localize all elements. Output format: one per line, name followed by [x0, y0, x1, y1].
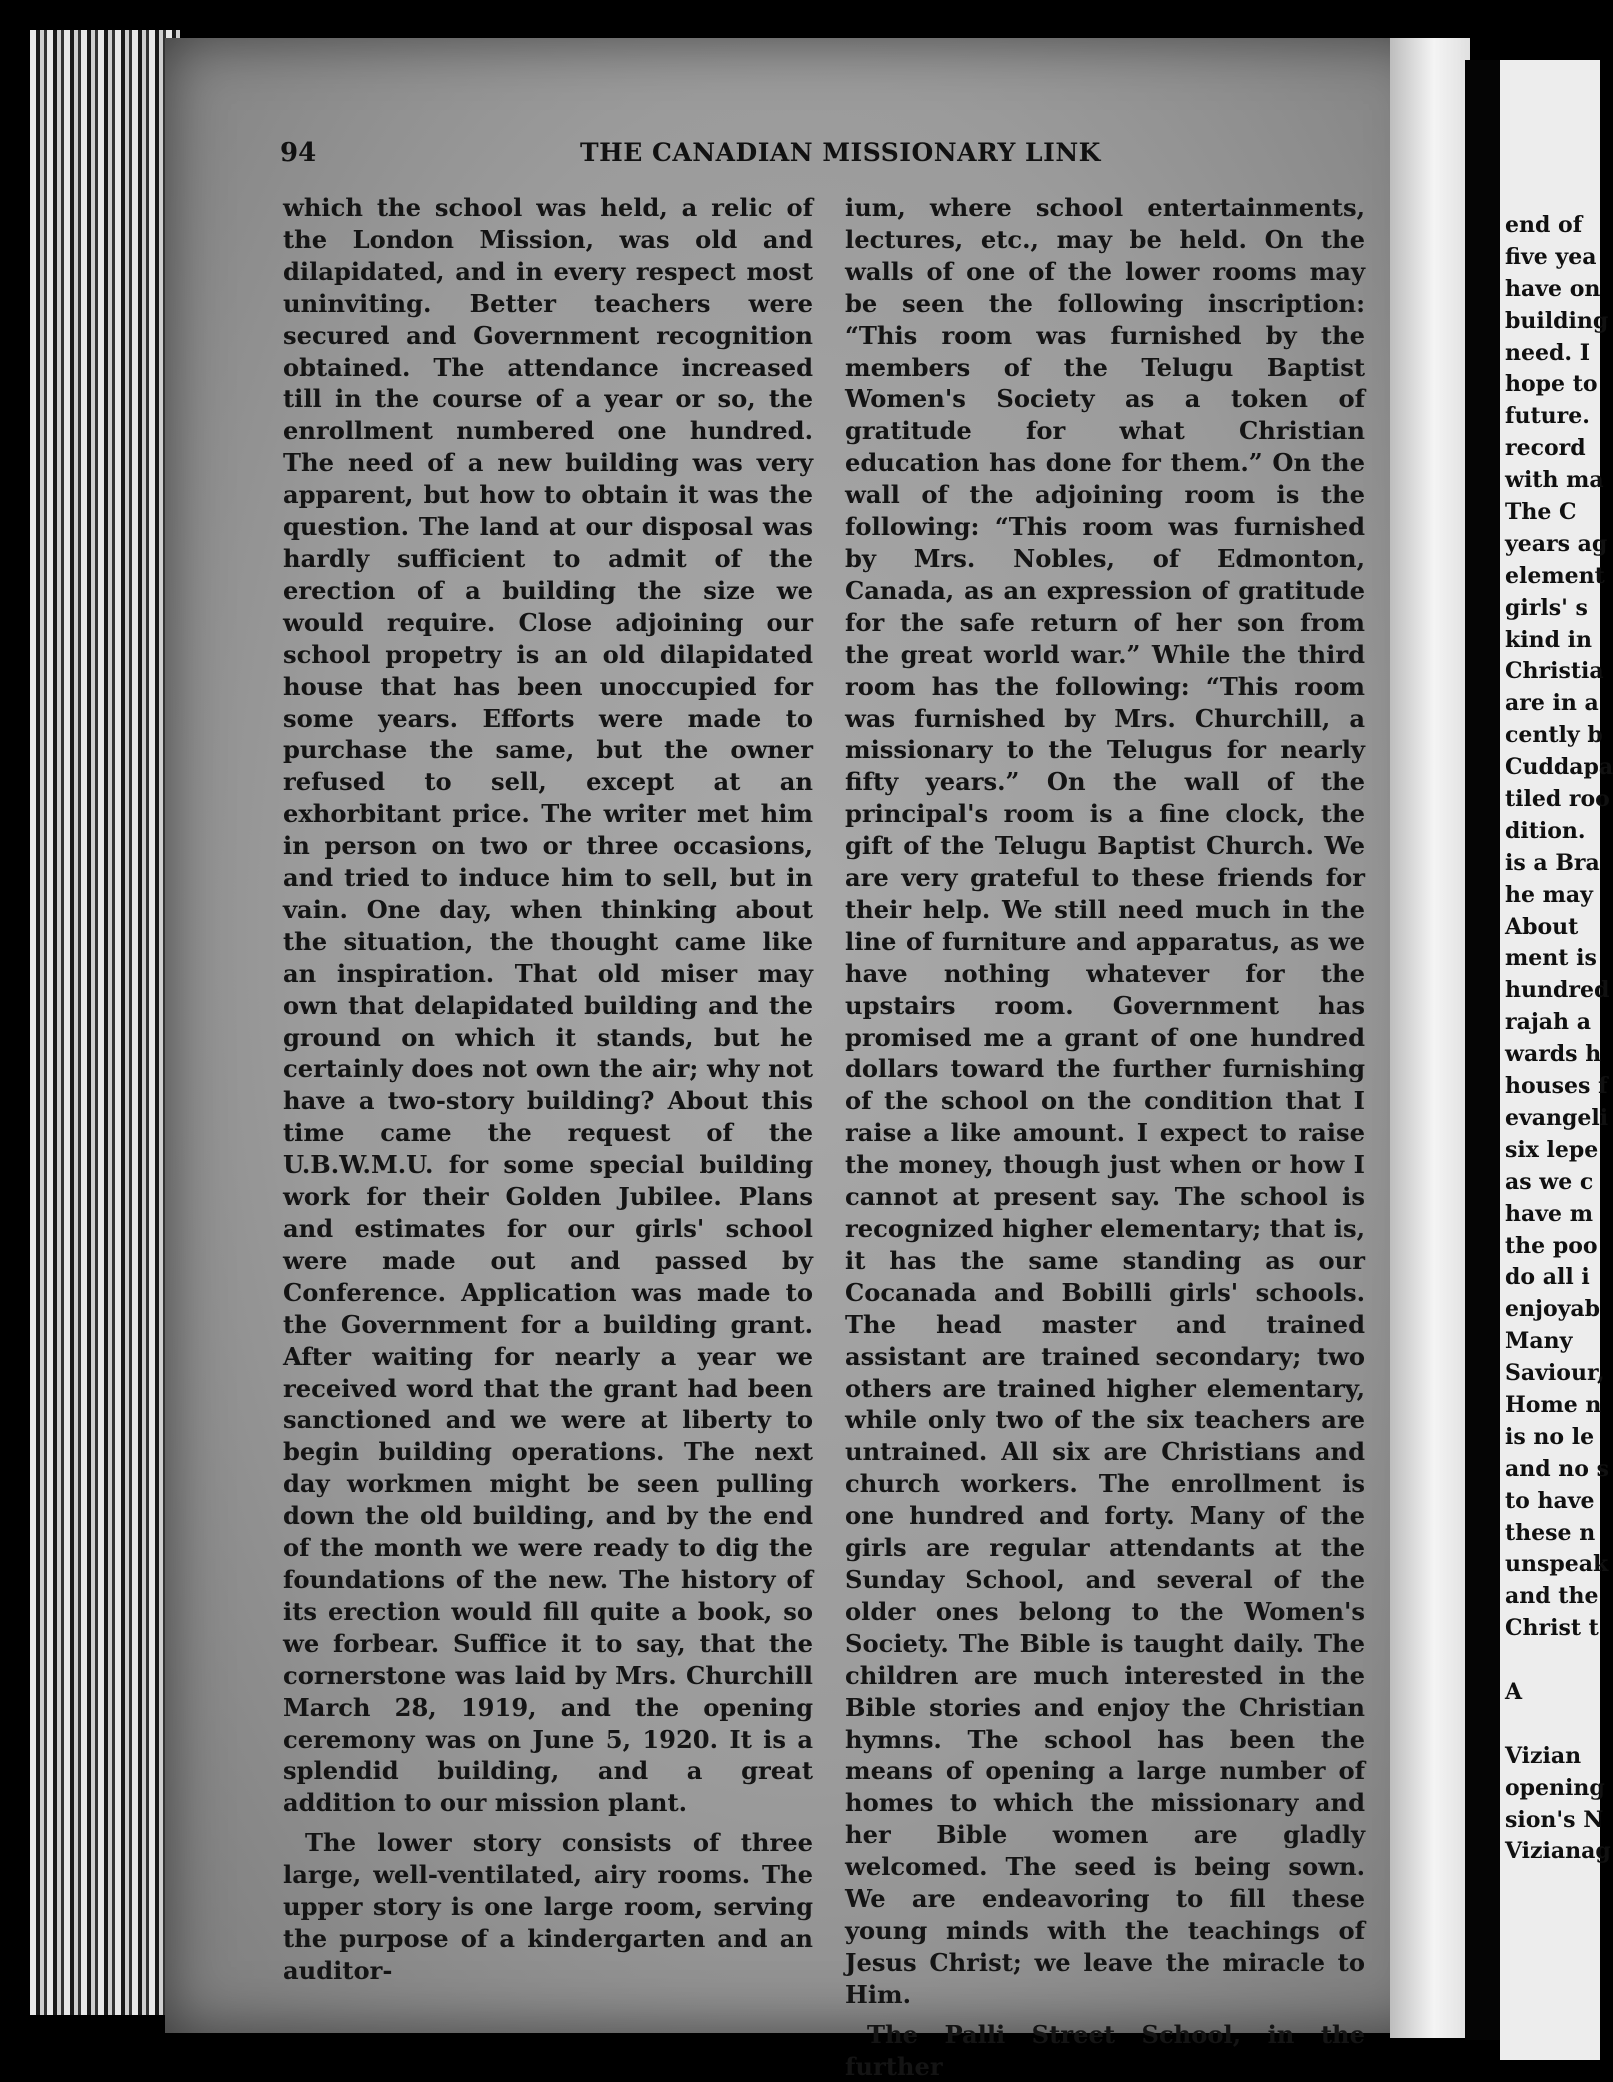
page-gutter	[1390, 38, 1470, 2038]
adjacent-page-line: and no s	[1505, 1455, 1610, 1482]
adjacent-page-line: have m	[1505, 1200, 1593, 1227]
adjacent-page-line: sion's N	[1505, 1806, 1604, 1833]
adjacent-page-line: About	[1505, 913, 1579, 940]
book-spine	[1465, 60, 1503, 2040]
adjacent-page-line: record	[1505, 435, 1586, 462]
adjacent-page-line: Cuddapa	[1505, 754, 1613, 781]
left-paragraph-2: The lower story consists of three large, well-ventilated, airy rooms. The upper story is one large room, serving the purpose of a kindergarten and an auditor-	[283, 1828, 813, 1985]
adjacent-page-line	[1505, 1645, 1605, 1677]
adjacent-page-line: hundred	[1505, 977, 1610, 1004]
adjacent-page-line: do all i	[1505, 1264, 1590, 1291]
adjacent-page-line: building	[1505, 307, 1609, 334]
adjacent-page-line: houses f	[1505, 1073, 1608, 1100]
book-page-edges	[30, 30, 180, 2015]
left-column	[283, 192, 813, 1985]
adjacent-page-line: The C	[1505, 499, 1577, 526]
adjacent-page-line: are in a	[1505, 690, 1599, 717]
adjacent-page-line: Saviour,	[1505, 1360, 1605, 1387]
adjacent-page-line: Christia	[1505, 658, 1604, 685]
adjacent-page-line: wards h	[1505, 1041, 1602, 1068]
adjacent-page-line: ment is	[1505, 945, 1597, 972]
adjacent-page-line: and the	[1505, 1583, 1599, 1610]
right-paragraph-2: The Palli Street School, in the further	[845, 2019, 1365, 2081]
adjacent-page-line: six lepe	[1505, 1136, 1599, 1163]
adjacent-page-line: Vizianag	[1505, 1838, 1611, 1865]
adjacent-page-line: element	[1505, 562, 1605, 589]
adjacent-page-line: evangeli	[1505, 1104, 1609, 1131]
adjacent-page-line	[1505, 1709, 1605, 1741]
adjacent-page-line: need. I	[1505, 339, 1590, 366]
left-paragraph-1: which the school was held, a relic of the London Mission, was old and dilapidated, and in every respect most uninviting. Better teachers were secured and Government recognition obtained. The attendance increased till in the course of a year or so, the enrollment numbered one hundred. The need of a new building was very apparent, but how to obtain it was the question. The land at our disposal was hardly sufficient to admit of the erection of a building the size we would require. Close adjoining our school propetry is an old dilapidated house that has been unoccupied for some years. Efforts were made to purchase the same, but the owner refused to sell, except at an exhorbitant price. The writer met him in person on two or three occasions, and tried to induce him to sell, but in vain. One day, when thinking about the situation, the thought came like an inspiration. That old miser may own that delapidated building and the ground on which it stands, but he certainly does not own the air; why not have a two-story building? About this time came the request of the U.B.W.M.U. for some special building work for their Golden Jubilee. Plans and estimates for our girls' school were made out and passed by Conference. Application was made to the Government for a building grant. After waiting for nearly a year we received word that the grant had been sanctioned and we were at liberty to begin building operations. The next day workmen might be seen pulling down the old building, and by the end of the month we were ready to dig the foundations of the new. The history of its erection would fill quite a book, so we forbear. Suffice it to say, that the cornerstone was laid by Mrs. Churchill March 28, 1919, and the opening ceremony was on June 5, 1920. It is a splendid building, and a great addition to our mission plant.	[283, 193, 813, 1818]
adjacent-page-line: future.	[1505, 403, 1590, 430]
adjacent-page-line: to have	[1505, 1487, 1595, 1514]
adjacent-page-line: Many	[1505, 1328, 1573, 1355]
adjacent-page-line: Home n	[1505, 1391, 1602, 1418]
adjacent-page-line: hope to	[1505, 371, 1598, 398]
adjacent-page-line: kind in	[1505, 626, 1592, 653]
adjacent-page-line: these n	[1505, 1519, 1596, 1546]
adjacent-page-line: Vizian	[1505, 1742, 1582, 1769]
adjacent-page-line: five yea	[1505, 243, 1597, 270]
right-column	[845, 192, 1365, 2081]
adjacent-page-line: years ag	[1505, 530, 1608, 557]
adjacent-page-line: end of	[1505, 212, 1583, 238]
adjacent-page-line: girls' s	[1505, 594, 1588, 621]
adjacent-page-text	[1505, 210, 1613, 1868]
adjacent-page-line: is no le	[1505, 1423, 1595, 1450]
adjacent-page-line: cently b	[1505, 722, 1603, 749]
adjacent-page-line: tiled roo	[1505, 786, 1610, 813]
adjacent-page-line: as we c	[1505, 1168, 1594, 1195]
right-paragraph-1: ium, where school entertainments, lectures, etc., may be held. On the walls of one of the lower rooms may be seen the following inscription: “This room was furnished by the members of the Telugu Baptist Women's Society as a token of gratitude for what Christian education has done for them.” On the wall of the adjoining room is the following: “This room was furnished by Mrs. Nobles, of Edmonton, Canada, as an expression of gratitude for the safe return of her son from the great world war.” While the third room has the following: “This room was furnished by Mrs. Churchill, a missionary to the Telugus for nearly fifty years.” On the wall of the principal's room is a fine clock, the gift of the Telugu Baptist Church. We are very grateful to these friends for their help. We still need much in the line of furniture and apparatus, as we have nothing whatever for the upstairs room. Government has promised me a grant of one hundred dollars toward the further furnishing of the school on the condition that I raise a like amount. I expect to raise the money, though just when or how I cannot at present say. The school is recognized higher elementary; that is, it has the same standing as our Cocanada and Bobilli girls' schools. The head master and trained assistant are trained secondary; two others are trained higher elementary, while only two of the six teachers are untrained. All six are Christians and church workers. The enrollment is one hundred and forty. Many of the girls are regular attendants at the Sunday School, and several of the older ones belong to the Women's Society. The Bible is taught daily. The children are much interested in the Bible stories and enjoy the Christian hymns. The school has been the means of opening a large number of homes to which the missionary and her Bible women are gladly welcomed. The seed is being sown. We are endeavoring to fill these young minds with the teachings of Jesus Christ; we leave the miracle to Him.	[845, 193, 1365, 2009]
adjacent-page-line: A	[1505, 1678, 1523, 1705]
adjacent-page-line: dition.	[1505, 817, 1586, 844]
running-title: THE CANADIAN MISSIONARY LINK	[580, 138, 1101, 167]
page-header	[280, 138, 1110, 178]
adjacent-page-line: opening	[1505, 1774, 1605, 1801]
adjacent-page-line: the poo	[1505, 1232, 1598, 1259]
page-number: 94	[280, 138, 317, 168]
adjacent-page-line: with ma	[1505, 467, 1604, 494]
adjacent-page-line: unspeak	[1505, 1551, 1609, 1578]
adjacent-page-line: have on	[1505, 275, 1601, 302]
adjacent-page-line: he may	[1505, 881, 1593, 908]
adjacent-page-line: Christ t	[1505, 1615, 1599, 1642]
adjacent-page-line: rajah a	[1505, 1009, 1591, 1036]
adjacent-page-line: enjoyab	[1505, 1296, 1601, 1323]
adjacent-page-line: is a Bra	[1505, 849, 1600, 876]
